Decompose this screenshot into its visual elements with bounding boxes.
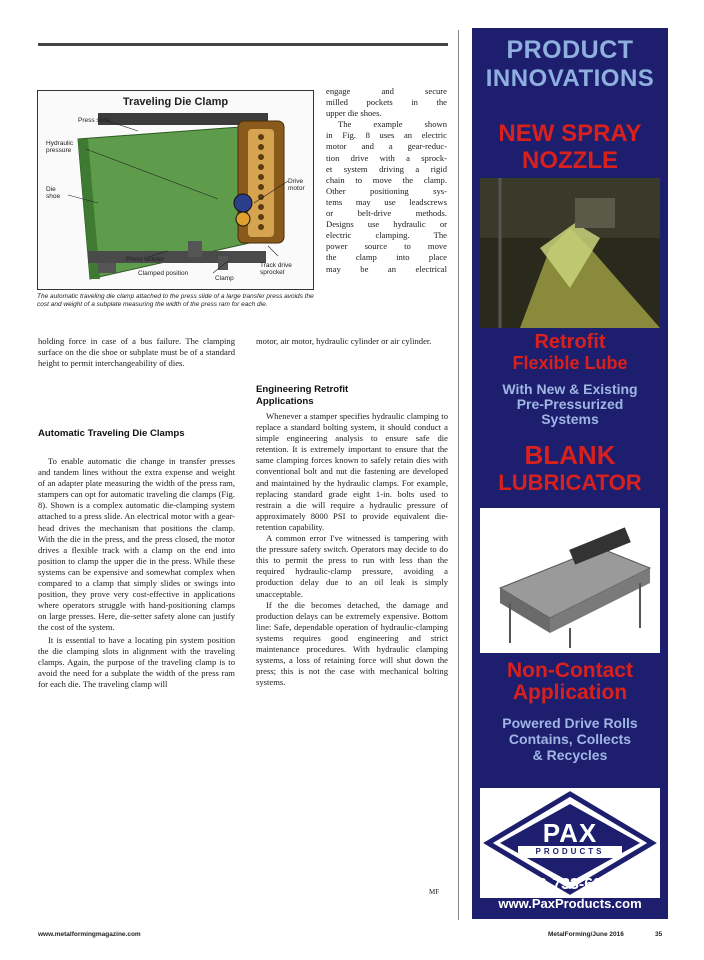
top-line-3: upper die shoes. bbox=[326, 108, 382, 119]
top-p2-line-12: power source to move bbox=[326, 241, 447, 252]
ad-new-spray-line-2: NOZZLE bbox=[522, 147, 618, 174]
footer-url: www.metalformingmagazine.com bbox=[38, 931, 141, 938]
label-press-slide: Press slide bbox=[78, 117, 110, 124]
top-p2-line-14: may be an electrical bbox=[326, 263, 447, 274]
top-p2-line-7: Other positioning sys- bbox=[326, 185, 447, 196]
label-press-bolster: Press bolster bbox=[126, 256, 164, 263]
ad-title-product: PRODUCT bbox=[506, 36, 634, 64]
col-top-text bbox=[326, 86, 447, 275]
paragraph-auto-2: It is essential to have a locating pin system position the die clamping slots in alignment with the traveling clamps. Again, the purpose of the traveling clamp is to avoid the need for a subplate the width of the press ram for each die. The traveling clamp will bbox=[38, 634, 235, 689]
heading-engineering-retrofit: Engineering Retrofit Applications bbox=[256, 384, 349, 407]
top-p2-line-2: in Fig. 8 uses an electric bbox=[326, 130, 447, 141]
ad-blank-line-2: LUBRICATOR bbox=[498, 470, 642, 495]
ad-phone-number[interactable]: 800-733-6930 bbox=[520, 876, 620, 893]
pax-logo-subtext: PRODUCTS bbox=[535, 847, 605, 856]
top-line-1: engage and secure bbox=[326, 86, 447, 96]
ad-retrofit-line-1: Retrofit bbox=[534, 331, 606, 353]
pax-logo-text: PAX bbox=[542, 818, 598, 848]
figure-title: Traveling Die Clamp bbox=[122, 96, 229, 108]
label-hydraulic-pressure: Hydraulic pressure bbox=[46, 140, 74, 154]
top-p2-line-3: motor and a gear-reduc- bbox=[326, 141, 447, 152]
spray-nozzle-photo bbox=[480, 178, 660, 328]
right-column-intro bbox=[256, 336, 448, 347]
ad-website-link[interactable]: www.PaxProducts.com bbox=[498, 896, 642, 911]
label-clamp: Clamp bbox=[215, 275, 234, 282]
ad-with-new-line-2: Pre-Pressurized bbox=[516, 396, 624, 412]
top-p2-line-6: chain to move the clamp. bbox=[326, 174, 447, 185]
top-p2-line-10: Designs use hydraulic or bbox=[326, 219, 447, 230]
paragraph-eng-1: Whenever a stamper specifies hydraulic clamping to replace a standard bolting system, it should conduct a simple engineering analysis to ensure safe die retention. It is extremely important to ensure that the same clamping forces known to safely retain dies with conventional bolt and nut die fastening are developed and maintained by the hydraulic clamps. For example, replacing standard grade eight 1-in. bolts used to restrain a die will require a hydraulic pressure of approximately 8000 PSI to provide equivalent die-retention capability. bbox=[256, 411, 448, 532]
ad-non-contact-line-2: Application bbox=[512, 681, 628, 704]
ad-powered-line-3: & Recycles bbox=[532, 747, 608, 763]
label-track-drive-sprocket: Track drive sprocket bbox=[260, 262, 292, 276]
column-divider bbox=[458, 30, 459, 920]
left-column bbox=[38, 336, 235, 369]
top-p2-line-5: et system driving a rigid bbox=[326, 163, 447, 174]
paragraph-auto-1: To enable automatic die change in transfer presses and tandem lines without the extra expense and weight of an adapter plate measuring the width of the press ram, stampers can opt for automatic traveling die clamps (Fig. 8). Shown is a complex automatic die-clamping system attached to a press slide. An electrical motor with a gear-head drives the mechanism that positions the clamp. With the die in the press, and the press closed, the motor drives a flexible track with a clamp on the end into position to clamp the upper die in the press. While these systems can be expensive and somewhat complex when compared to a clamp that simply slides or swings into position, they prove very cost-effective in applications where operators struggle with hand-positioning clamps on large presses. Here, die-setter safety alone can justify the cost of the system. bbox=[38, 456, 235, 633]
product-innovations-ad[interactable] bbox=[472, 28, 668, 919]
label-clamped-position: Clamped position bbox=[138, 270, 189, 277]
left-column-body bbox=[38, 456, 235, 690]
ad-powered-line-1: Powered Drive Rolls bbox=[502, 715, 638, 731]
top-p2-line-4: tion drive with a sprock- bbox=[326, 152, 447, 163]
right-column-body bbox=[256, 411, 448, 688]
ad-blank-line-1: BLANK bbox=[524, 440, 616, 470]
sign-off-mark: MF bbox=[429, 888, 440, 896]
top-line-2: milled pockets in the bbox=[326, 97, 447, 108]
top-p2-line-1: The example shown bbox=[338, 119, 447, 130]
ad-powered-line-2: Contains, Collects bbox=[508, 731, 632, 747]
left-intro-paragraph: holding force in case of a bus failure. The clamping surface on the die shoe or subplate must be of a standard height to permit interchangeability of dies. bbox=[38, 336, 235, 369]
ad-retrofit-line-2: Flexible Lube bbox=[512, 353, 628, 373]
paragraph-eng-3: If the die becomes detached, the damage and production delays can be extremely expensive. Bottom line: Safe, dependable operation of hydraulic-clamping systems requires good engineering and strict maintenance procedures. With hydraulic clamping systems, a loss of retaining force will shut down the press; this is not the case with mechanical bolting systems. bbox=[256, 599, 448, 688]
label-drive-motor: Drive motor bbox=[288, 178, 305, 192]
top-rule bbox=[38, 43, 448, 46]
traveling-die-clamp-figure bbox=[37, 90, 314, 290]
top-p2-line-11: electric clamping. The bbox=[326, 230, 447, 241]
heading-automatic-traveling: Automatic Traveling Die Clamps bbox=[38, 428, 185, 439]
top-p2-line-9: or belt-drive methods. bbox=[326, 208, 447, 219]
label-die-shoe: Die shoe bbox=[46, 186, 61, 200]
top-p2-line-13: the clamp into place bbox=[326, 252, 447, 263]
ad-non-contact-line-1: Non-Contact bbox=[507, 659, 633, 682]
paragraph-eng-2: A common error I've witnessed is tampering with the pressure safety switch. Operators may decide to do this to permit the press to run with less than the required hydraulic-clamp pressure, avoiding a production delay due to an oil leak is simply unacceptable. bbox=[256, 533, 448, 599]
footer-page-number: 35 bbox=[655, 931, 663, 938]
ad-new-spray-line-1: NEW SPRAY bbox=[498, 120, 642, 147]
ad-with-new-line-1: With New & Existing bbox=[502, 381, 638, 397]
top-p2-line-8: tems may use leadscrews bbox=[326, 196, 447, 207]
right-intro-paragraph: motor, air motor, hydraulic cylinder or air cylinder. bbox=[256, 336, 432, 346]
figure-caption: The automatic traveling die clamp attached to the press slide of a large transfer press avoids the cost and weight of a subplate measuring the width of the press ram for each die. bbox=[37, 293, 314, 309]
blank-lubricator-photo bbox=[480, 508, 660, 653]
ad-with-new-line-3: Systems bbox=[541, 411, 599, 427]
footer-issue: MetalForming/June 2016 bbox=[548, 931, 624, 938]
ad-title-innovations: INNOVATIONS bbox=[485, 65, 655, 92]
